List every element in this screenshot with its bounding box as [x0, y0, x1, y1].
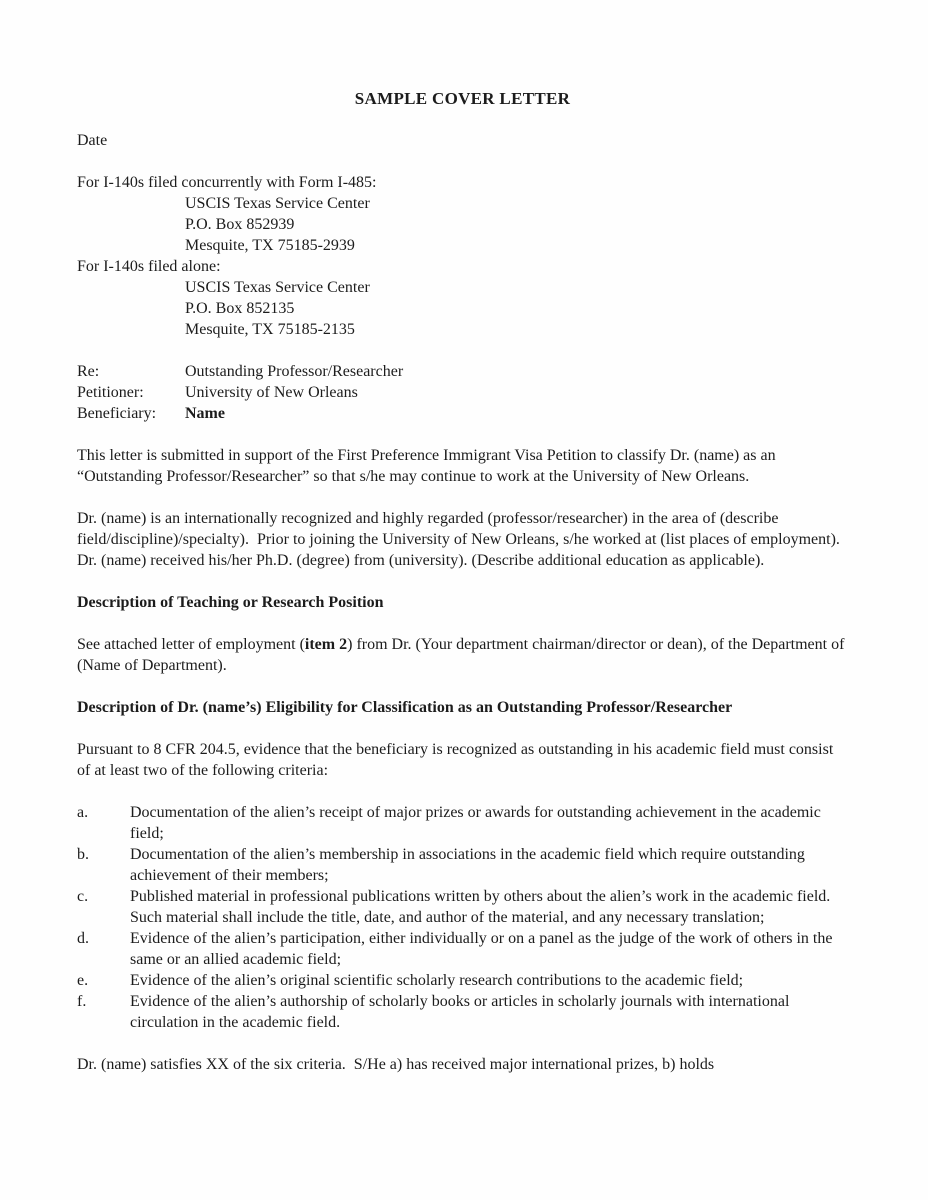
- criteria-item-f: [77, 991, 848, 1033]
- criteria-item-a: [77, 802, 848, 844]
- closing-line: Dr. (name) satisfies XX of the six criteria. S/He a) has received major international prizes, b) holds: [77, 1056, 715, 1073]
- reference-label: Beneficiary:: [77, 405, 157, 422]
- criteria-marker: b.: [77, 846, 89, 863]
- filing-intro-concurrent: For I-140s filed concurrently with Form I-485:: [77, 174, 377, 191]
- date-label: Date: [77, 132, 108, 149]
- criteria-text: Evidence of the alien’s original scientific scholarly research contributions to the academic field;: [130, 972, 744, 989]
- reference-row-re: [77, 361, 848, 382]
- reference-row-beneficiary: [77, 403, 848, 424]
- reference-value: University of New Orleans: [185, 384, 358, 401]
- paragraph-employment-before: See attached letter of employment (: [77, 636, 305, 653]
- address-line: P.O. Box 852135: [185, 300, 295, 317]
- paragraph-employment-item: item 2: [304, 636, 348, 653]
- reference-row-petitioner: [77, 382, 848, 403]
- criteria-marker: d.: [77, 930, 89, 947]
- criteria-item-c: [77, 886, 848, 928]
- address-line: P.O. Box 852939: [185, 216, 295, 233]
- criteria-text: Published material in professional publications written by others about the alien’s work in the academic field. Such material shall include the title, date, and author of the material, and any necessary translation;: [130, 888, 839, 926]
- paragraph-background: Dr. (name) is an internationally recognized and highly regarded (professor/researcher) in the area of (describe field/discipline)/specialty). Prior to joining the University of New Orleans, s/he worked at (list places of employment). Dr. (name) received his/her Ph.D. (degree) from (university). (Describe additional education as applicable).: [77, 510, 844, 569]
- reference-value-beneficiary-name: Name: [185, 405, 225, 422]
- address-line: Mesquite, TX 75185-2939: [185, 237, 355, 254]
- criteria-marker: c.: [77, 888, 89, 905]
- criteria-text: Evidence of the alien’s authorship of scholarly books or articles in scholarly journals with international circulation in the academic field.: [130, 993, 794, 1031]
- reference-label: Petitioner:: [77, 384, 144, 401]
- criteria-marker: f.: [77, 993, 87, 1010]
- filing-instructions: [77, 172, 848, 340]
- document-title: SAMPLE COVER LETTER: [354, 89, 571, 108]
- filing-intro-alone: For I-140s filed alone:: [77, 258, 221, 275]
- address-line: USCIS Texas Service Center: [185, 195, 370, 212]
- paragraph-employment: [77, 634, 848, 676]
- criteria-list: [77, 802, 848, 1033]
- heading-eligibility: Description of Dr. (name’s) Eligibility for Classification as an Outstanding Professor/Researcher: [77, 699, 733, 716]
- reference-value: Outstanding Professor/Researcher: [185, 363, 404, 380]
- criteria-item-e: [77, 970, 848, 991]
- paragraph-criteria-intro: Pursuant to 8 CFR 204.5, evidence that the beneficiary is recognized as outstanding in his academic field must consist of at least two of the following criteria:: [77, 741, 838, 779]
- criteria-text: Evidence of the alien’s participation, either individually or on a panel as the judge of the work of others in the same or an allied academic field;: [130, 930, 837, 968]
- reference-block: [77, 361, 848, 424]
- criteria-item-d: [77, 928, 848, 970]
- criteria-marker: e.: [77, 972, 89, 989]
- paragraph-intro: This letter is submitted in support of the First Preference Immigrant Visa Petition to classify Dr. (name) as an “Outstanding Professor/Researcher” so that s/he may continue to work at the University of New Orleans.: [77, 447, 780, 485]
- heading-position: Description of Teaching or Research Position: [77, 594, 384, 611]
- reference-label: Re:: [77, 363, 100, 380]
- address-line: Mesquite, TX 75185-2135: [185, 321, 355, 338]
- criteria-marker: a.: [77, 804, 89, 821]
- criteria-text: Documentation of the alien’s membership in associations in the academic field which require outstanding achievement of their members;: [130, 846, 809, 884]
- paragraph-employment-after: ) from Dr. (Your department chairman/director or dean), of the Department of (Name of Department).: [77, 636, 849, 674]
- criteria-item-b: [77, 844, 848, 886]
- address-line: USCIS Texas Service Center: [185, 279, 370, 296]
- criteria-text: Documentation of the alien’s receipt of major prizes or awards for outstanding achievement in the academic field;: [130, 804, 825, 842]
